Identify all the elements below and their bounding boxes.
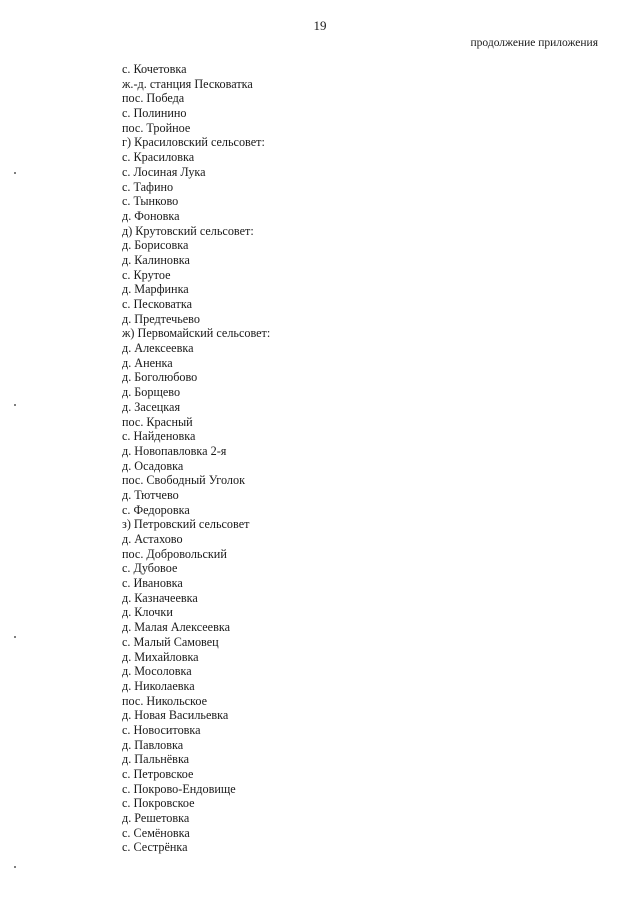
list-item: с. Тынково: [122, 194, 179, 209]
section-heading: ж) Первомайский сельсовет:: [122, 326, 271, 341]
list-item: с. Покрово-Ендовище: [122, 781, 236, 796]
list-item: с. Кочетовка: [122, 62, 187, 76]
list-item: с. Федоровка: [122, 502, 190, 517]
list-item: пос. Тройное: [122, 120, 191, 135]
section-heading: з) Петровский сельсовет: [122, 517, 250, 532]
list-item: с. Тафино: [122, 179, 174, 194]
list-item: д. Решетовка: [122, 811, 190, 826]
list-item: с. Песковатка: [122, 297, 192, 311]
scan-speck: [14, 172, 16, 174]
list-item: с. Крутое: [122, 267, 171, 282]
list-item: пос. Никольское: [122, 693, 207, 708]
list-item: д. Новопавловка 2-я: [122, 443, 227, 458]
list-item: пос. Красный: [122, 414, 193, 429]
list-item: д. Казначеевка: [122, 590, 198, 605]
list-item: д. Борисовка: [122, 238, 189, 253]
section-heading: г) Красиловский сельсовет:: [122, 135, 265, 150]
list-item: д. Михайловка: [122, 649, 199, 664]
scan-speck: [14, 866, 16, 868]
list-item: ж.-д. станция Песковатка: [122, 76, 253, 91]
list-item: с. Новоситовка: [122, 722, 201, 737]
list-item: с. Красиловка: [122, 150, 195, 165]
page-number: 19: [313, 18, 327, 33]
list-item: с. Найденовка: [122, 429, 196, 444]
list-item: д. Павловка: [122, 737, 184, 752]
list-item: с. Ивановка: [122, 576, 183, 591]
section-heading: д) Крутовский сельсовет:: [122, 223, 254, 238]
continuation-note: продолжение приложения: [470, 37, 598, 49]
scan-speck: [14, 404, 16, 406]
list-item: с. Петровское: [122, 767, 194, 781]
list-item: д. Аненка: [122, 355, 173, 370]
list-item: пос. Свободный Уголок: [122, 473, 246, 488]
list-item: с. Дубовое: [122, 561, 178, 576]
list-item: д. Борщево: [122, 385, 181, 400]
list-item: с. Лосиная Лука: [122, 164, 206, 179]
list-item: д. Мосоловка: [122, 664, 192, 679]
list-item: д. Предтечьево: [122, 311, 200, 326]
scan-speck: [14, 636, 16, 638]
list-item: с. Покровское: [122, 796, 195, 811]
list-item: с. Семёновка: [122, 825, 190, 840]
list-item: д. Фоновка: [122, 208, 180, 223]
list-item: д. Астахово: [122, 532, 183, 546]
list-item: с. Полинино: [122, 106, 187, 121]
list-item: д. Клочки: [122, 605, 173, 620]
list-item: д. Тютчево: [122, 487, 179, 502]
list-item: д. Калиновка: [122, 252, 190, 267]
list-item: д. Алексеевка: [122, 341, 194, 356]
list-item: пос. Победа: [122, 91, 185, 106]
list-item: д. Боголюбово: [122, 370, 198, 385]
list-item: д. Осадовка: [122, 458, 184, 473]
list-item: д. Пальнёвка: [122, 752, 190, 767]
settlement-list: [122, 62, 270, 855]
list-item: д. Марфинка: [122, 282, 189, 297]
list-item: с. Малый Самовец: [122, 634, 219, 649]
list-item: с. Сестрёнка: [122, 840, 188, 855]
list-item: д. Николаевка: [122, 678, 195, 693]
list-item: д. Малая Алексеевка: [122, 620, 230, 635]
list-item: пос. Добровольский: [122, 546, 227, 561]
list-item: д. Засецкая: [122, 399, 181, 414]
list-item: д. Новая Васильевка: [122, 708, 229, 723]
